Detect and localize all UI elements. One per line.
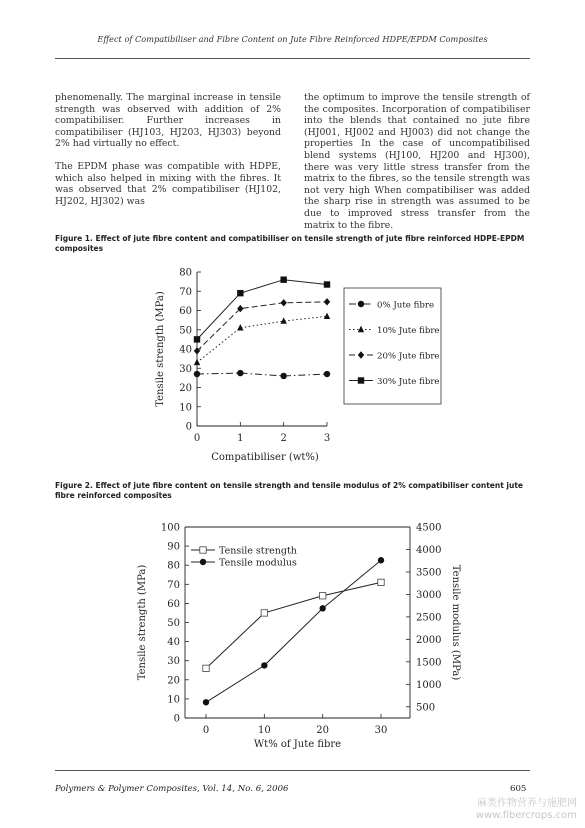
- paragraph: phenomenally. The marginal increase in tensile strength was observed with addition of 2% compatibiliser. Further increases in compatibiliser (HJ103, HJ203, HJ303) beyond 2% had virtually no effect.: [55, 92, 281, 150]
- y-tick-label: 60: [179, 306, 192, 317]
- watermark-line: www.fibercrops.com: [475, 810, 577, 821]
- legend-label: 0% Jute fibre: [377, 300, 435, 311]
- series-line: [197, 280, 327, 340]
- footer-rule: [55, 770, 530, 771]
- data-point: [358, 377, 364, 383]
- x-tick-label: 1: [237, 433, 244, 444]
- figure1-caption: Figure 1. Effect of jute fibre content and compatibiliser on tensile strength of jute fibre reinforced HDPE-EPDM composites: [55, 234, 525, 253]
- x-tick-label: 10: [257, 725, 271, 736]
- data-point: [261, 610, 267, 616]
- y-tick-label: 30: [167, 656, 180, 668]
- data-point: [280, 299, 286, 306]
- y-tick-label: 0: [185, 421, 192, 433]
- y-tick-label: 10: [167, 694, 180, 706]
- watermark: [476, 798, 577, 822]
- figure2-chart: [125, 515, 475, 755]
- y-tick-label: 70: [179, 286, 192, 298]
- watermark-line: 麻类作物营养与施肥网: [477, 798, 577, 809]
- series-line: [197, 316, 327, 362]
- y-tick-label: 20: [179, 383, 192, 394]
- paragraph: the optimum to improve the tensile strength of the composites. Incorporation of compatibiliser into the blends that contained no jute fibre (HJ001, HJ002 and HJ003) did not change the properties In the case of uncompatibilised blend systems (HJ100, HJ200 and HJ300), there was very little stress transfer from the matrix to the fibres, so the tensile strength was not very high When compatibiliser was added the sharp rise in strength was assumed to be due to improved stress transfer from the matrix to the fibre.: [304, 92, 530, 231]
- text-column-left: [55, 92, 281, 218]
- y2-tick-label: 4000: [416, 544, 442, 556]
- x-tick-label: 3: [323, 433, 331, 444]
- x-tick-label: 2: [280, 433, 287, 444]
- legend-label: 30% Jute fibre: [377, 377, 440, 387]
- data-point: [324, 371, 330, 377]
- y-axis-title: Tensile strength (MPa): [155, 291, 166, 407]
- data-point: [194, 359, 200, 365]
- data-point: [324, 313, 330, 319]
- data-point: [194, 336, 200, 342]
- data-point: [324, 298, 330, 305]
- y-tick-label: 40: [167, 637, 180, 649]
- y-tick-label: 90: [167, 541, 180, 553]
- figure2-caption: Figure 2. Effect of jute fibre content on tensile strength and tensile modulus of 2% compatibiliser content jute fibre reinforced composites: [55, 481, 523, 500]
- y-tick-label: 80: [179, 267, 192, 279]
- x-tick-label: 0: [193, 433, 201, 444]
- series-line: [206, 582, 381, 668]
- y-tick-label: 50: [167, 618, 180, 629]
- data-point: [280, 317, 286, 323]
- series-line: [197, 373, 327, 376]
- y2-tick-label: 500: [416, 702, 436, 714]
- y-tick-label: 0: [173, 713, 180, 725]
- data-point: [261, 662, 267, 668]
- y2-tick-label: 3000: [416, 589, 442, 601]
- legend-label: 20% Jute fibre: [377, 351, 440, 362]
- data-point: [194, 371, 200, 377]
- data-point: [280, 373, 286, 379]
- y-tick-label: 40: [179, 344, 192, 356]
- y2-tick-label: 3500: [416, 567, 442, 579]
- series-line: [206, 557, 381, 702]
- data-point: [200, 559, 206, 565]
- y2-tick-label: 2500: [416, 612, 442, 624]
- footer-page-number: 605: [510, 784, 527, 794]
- paragraph: The EPDM phase was compatible with HDPE, which also helped in mixing with the fibres. It was observed that 2% compatibiliser (HJ102, HJ202, HJ302) was: [55, 160, 281, 207]
- x-tick-label: 20: [316, 725, 330, 736]
- data-point: [280, 277, 286, 283]
- running-head: Effect of Compatibiliser and Fibre Content on Jute Fibre Reinforced HDPE/EPDM Composites: [97, 34, 488, 44]
- legend-label: 10% Jute fibre: [377, 326, 440, 336]
- figure1-chart: [140, 260, 460, 470]
- y2-axis-title: Tensile modulus (MPa): [450, 564, 461, 681]
- footer-journal: Polymers & Polymer Composites, Vol. 14, No. 6, 2006: [55, 784, 289, 794]
- data-point: [203, 665, 209, 671]
- y2-tick-label: 4500: [416, 522, 442, 534]
- y-tick-label: 70: [167, 579, 180, 591]
- y2-tick-label: 1000: [416, 679, 442, 691]
- data-point: [237, 370, 243, 376]
- y-tick-label: 60: [167, 598, 180, 610]
- text-column-right: [304, 92, 530, 242]
- data-point: [203, 699, 209, 705]
- y-axis-title: Tensile strength (MPa): [137, 564, 148, 681]
- data-point: [237, 290, 243, 296]
- y-tick-label: 10: [179, 402, 192, 414]
- y-tick-label: 80: [167, 560, 180, 572]
- y-tick-label: 20: [167, 675, 180, 687]
- data-point: [319, 593, 325, 599]
- y-tick-label: 30: [179, 363, 192, 375]
- y2-tick-label: 2000: [416, 634, 442, 646]
- y-tick-label: 50: [179, 325, 192, 337]
- legend-label: Tensile modulus: [219, 557, 297, 569]
- data-point: [378, 579, 384, 585]
- data-point: [324, 281, 330, 287]
- data-point: [378, 557, 384, 563]
- header-rule: [55, 58, 530, 59]
- data-point: [358, 301, 364, 307]
- data-point: [237, 324, 243, 330]
- data-point: [200, 547, 206, 553]
- x-axis-title: Wt% of Jute fibre: [253, 739, 342, 750]
- x-tick-label: 30: [374, 725, 388, 736]
- legend-label: Tensile strength: [219, 545, 297, 557]
- data-point: [319, 605, 325, 611]
- x-axis-title: Compatibiliser (wt%): [211, 452, 319, 463]
- x-tick-label: 0: [202, 725, 210, 736]
- y2-tick-label: 1500: [416, 657, 442, 669]
- series-line: [197, 302, 327, 351]
- y-tick-label: 100: [160, 522, 180, 534]
